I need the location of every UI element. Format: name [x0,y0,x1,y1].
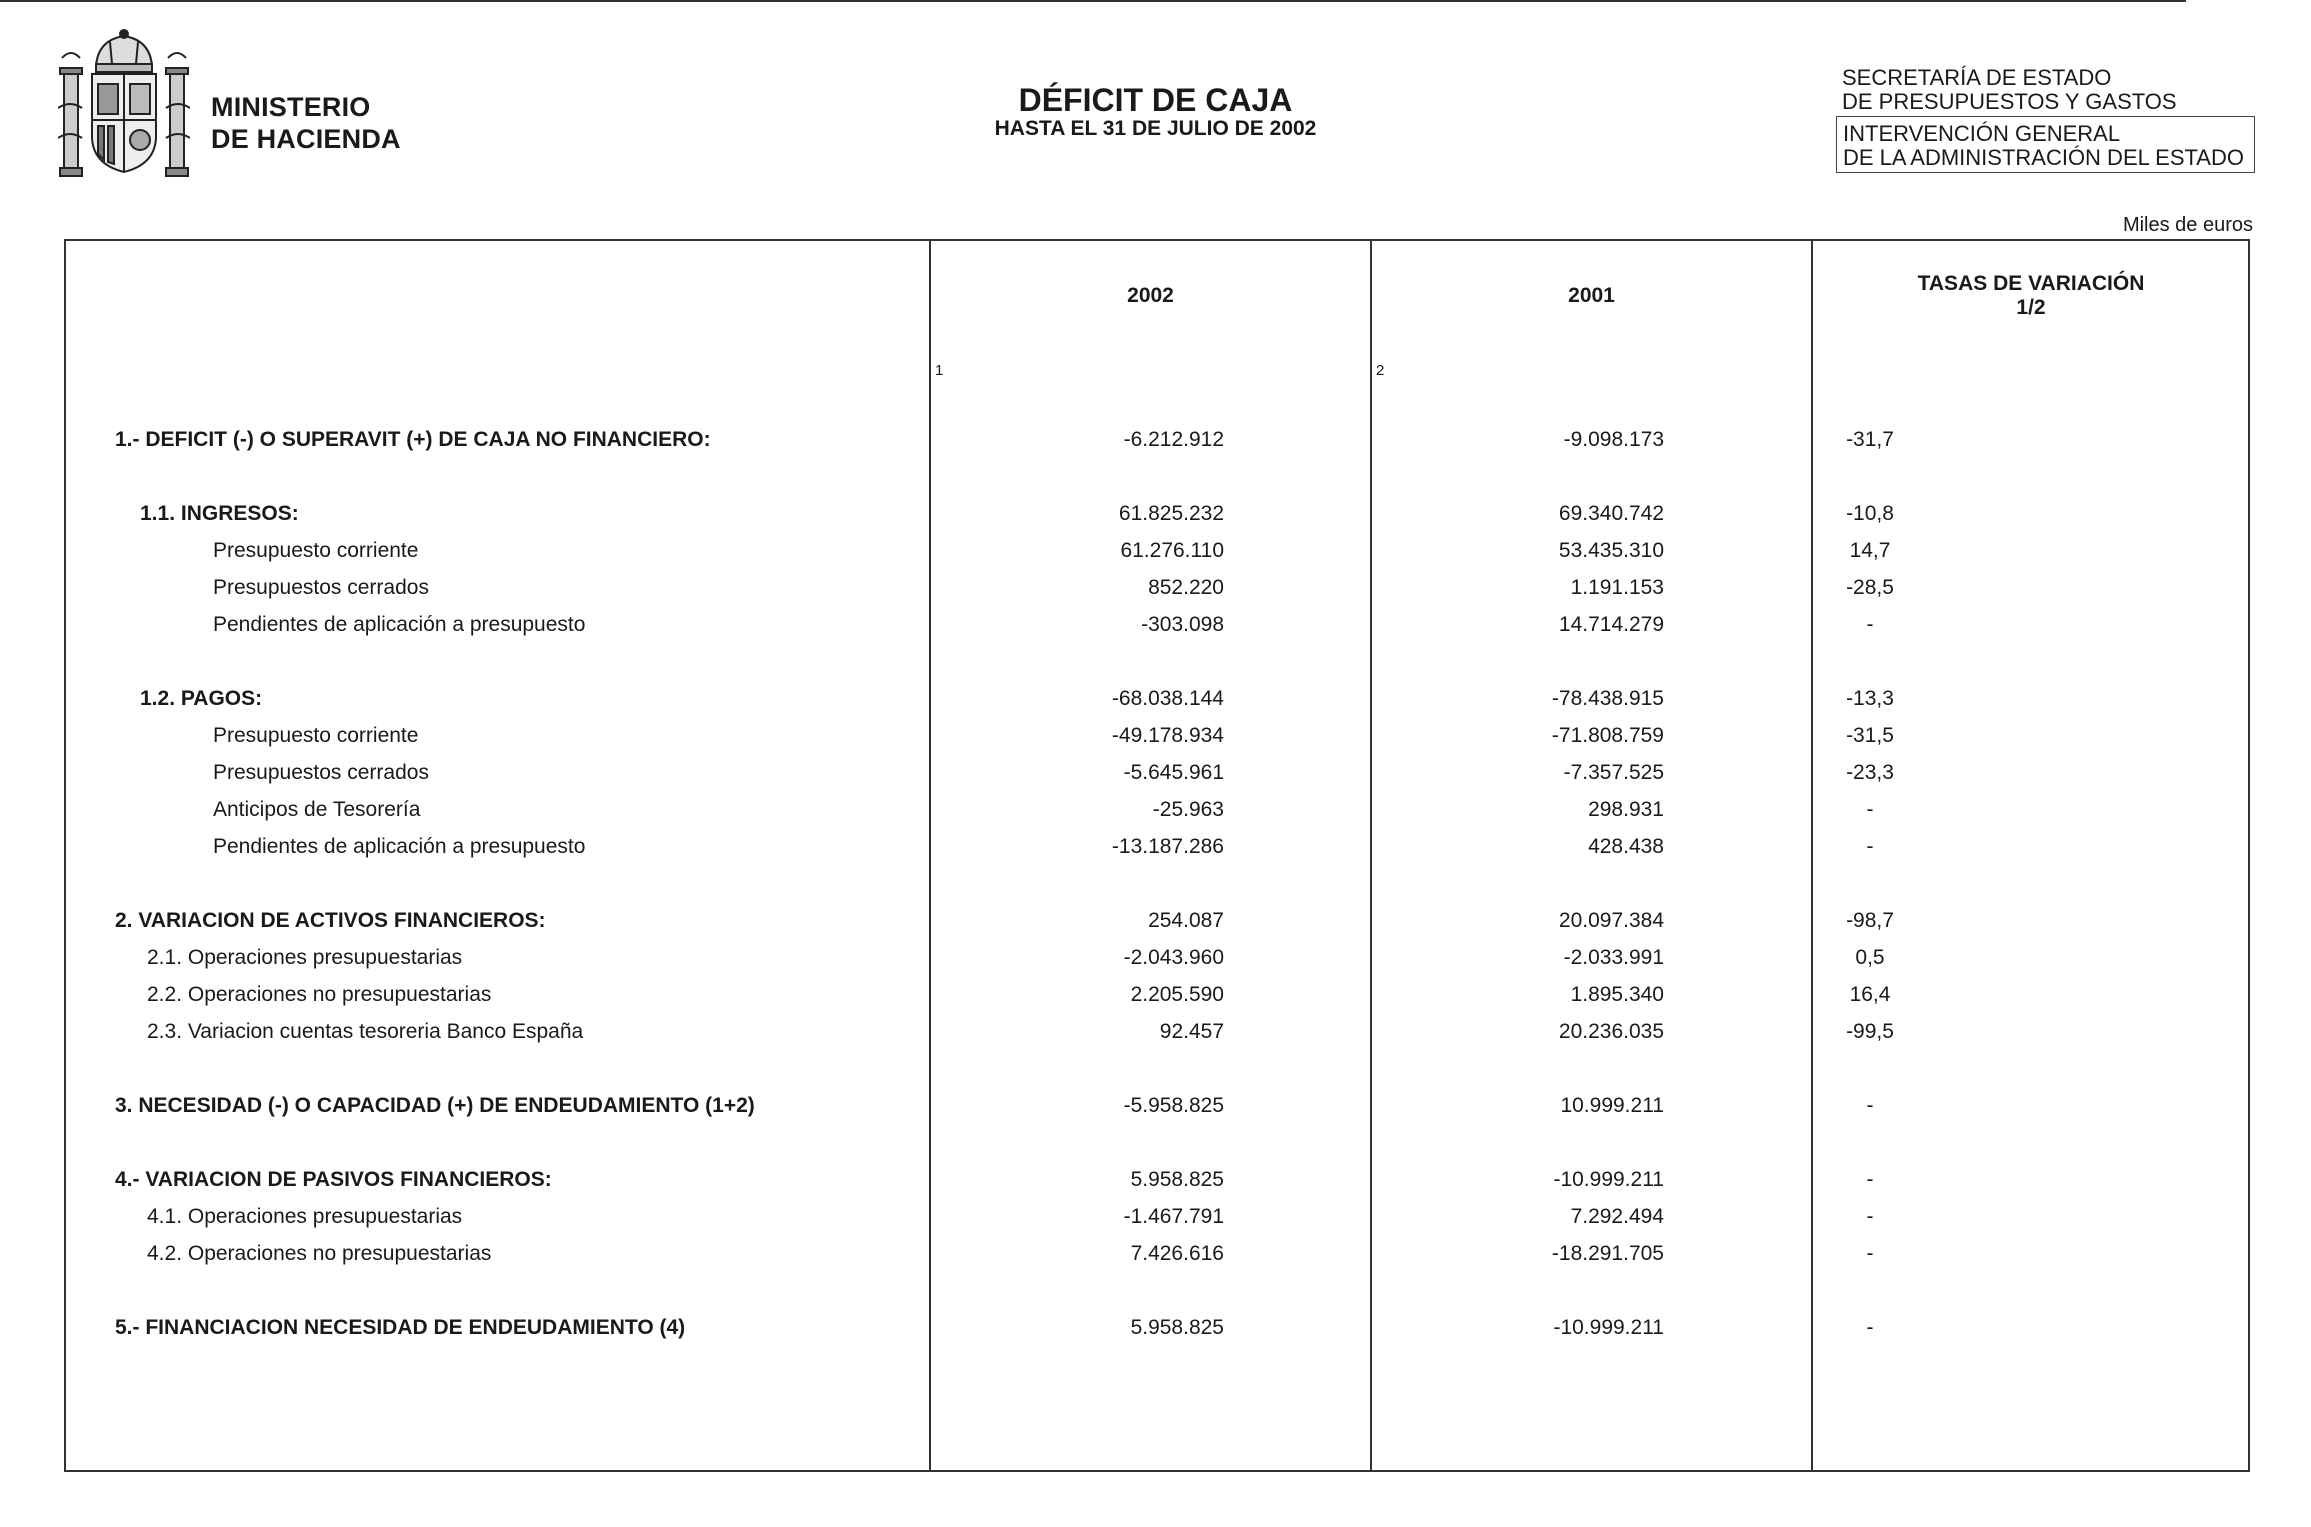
value-2001: 298.931 [1588,798,1664,821]
intervencion-line1: INTERVENCIÓN GENERAL [1843,121,2121,146]
value-tasa-variacion: - [1866,1205,1874,1228]
row-label: 1.1. INGRESOS: [140,502,299,525]
header-divider [0,0,2186,2]
value-tasa-variacion: 0,5 [1855,946,1885,969]
value-2002: -5.958.825 [1123,1094,1224,1117]
column-header-tasas [1812,239,2250,353]
value-2001: -7.357.525 [1563,761,1664,784]
value-tasa-variacion: - [1866,1316,1874,1339]
value-2002: -1.467.791 [1123,1205,1224,1228]
value-2001: -78.438.915 [1551,687,1664,710]
column-number-1: 1 [935,362,944,379]
value-2002: 5.958.825 [1130,1168,1224,1191]
value-tasa-variacion: - [1866,798,1874,821]
value-tasa-variacion: -99,5 [1846,1020,1894,1043]
table-row [0,499,2311,529]
row-label: 3. NECESIDAD (-) O CAPACIDAD (+) DE ENDEUDAMIENTO (1+2) [115,1094,755,1117]
value-tasa-variacion: 16,4 [1849,983,1891,1006]
value-2001: 69.340.742 [1558,502,1664,525]
value-tasa-variacion: - [1866,1168,1874,1191]
table-row [0,610,2311,640]
value-tasa-variacion: - [1866,1094,1874,1117]
value-tasa-variacion: -28,5 [1846,576,1894,599]
value-2001: 14.714.279 [1558,613,1664,636]
value-2001: -18.291.705 [1551,1242,1664,1265]
intervencion-line2: DE LA ADMINISTRACIÓN DEL ESTADO [1843,145,2244,170]
value-2001: 20.236.035 [1558,1020,1664,1043]
column-header-2001: 2001 [1568,284,1615,307]
value-tasa-variacion: -13,3 [1846,687,1894,710]
row-label: 2.2. Operaciones no presupuestarias [147,983,492,1006]
secretaria-line2: DE PRESUPUESTOS Y GASTOS [1842,89,2177,114]
row-label: Anticipos de Tesorería [213,798,421,821]
table-row [0,1202,2311,1232]
row-label: 4.1. Operaciones presupuestarias [147,1205,463,1228]
value-2002: 5.958.825 [1130,1316,1224,1339]
row-label: 1.2. PAGOS: [140,687,263,710]
units-label: Miles de euros [2122,214,2253,236]
ministry-name-line1: MINISTERIO [211,92,371,122]
table-row [0,832,2311,862]
column-header-tasas-line2: 1/2 [2016,296,2046,319]
page-subtitle: HASTA EL 31 DE JULIO DE 2002 [994,117,1317,140]
column-header-2002: 2002 [1127,284,1174,307]
value-2002: -68.038.144 [1111,687,1224,710]
table-row [0,1239,2311,1269]
value-2001: -10.999.211 [1553,1168,1664,1191]
value-2002: -6.212.912 [1123,428,1224,451]
table-row [0,1165,2311,1195]
table-row [0,573,2311,603]
value-2001: 10.999.211 [1560,1094,1664,1117]
table-row [0,980,2311,1010]
row-label: Presupuesto corriente [213,539,419,562]
table-row [0,1017,2311,1047]
column-header-tasas-line1: TASAS DE VARIACIÓN [1917,272,2145,295]
value-2002: -2.043.960 [1123,946,1224,969]
value-2001: 1.191.153 [1570,576,1664,599]
value-2002: 7.426.616 [1130,1242,1224,1265]
value-tasa-variacion: -98,7 [1846,909,1894,932]
value-2001: 428.438 [1588,835,1664,858]
row-label: Pendientes de aplicación a presupuesto [213,613,586,636]
value-tasa-variacion: -31,7 [1846,428,1894,451]
table-row [0,906,2311,936]
value-tasa-variacion: -31,5 [1846,724,1894,747]
page-title: DÉFICIT DE CAJA [1018,82,1293,118]
value-2001: 7.292.494 [1570,1205,1664,1228]
value-2002: 61.825.232 [1118,502,1224,525]
value-2001: 20.097.384 [1558,909,1664,932]
value-tasa-variacion: - [1866,835,1874,858]
table-row [0,536,2311,566]
table-row [0,721,2311,751]
table-row [0,943,2311,973]
value-tasa-variacion: - [1866,1242,1874,1265]
value-tasa-variacion: - [1866,613,1874,636]
ministry-name-line2: DE HACIENDA [211,124,401,154]
row-label: 4.2. Operaciones no presupuestarias [147,1242,492,1265]
table-row [0,758,2311,788]
row-label: Pendientes de aplicación a presupuesto [213,835,586,858]
table-row [0,795,2311,825]
row-label: 4.- VARIACION DE PASIVOS FINANCIEROS: [115,1168,552,1191]
row-label: 5.- FINANCIACION NECESIDAD DE ENDEUDAMIENTO (4) [115,1316,686,1339]
value-2002: 61.276.110 [1120,539,1224,562]
value-2002: -49.178.934 [1111,724,1224,747]
value-2001: -71.808.759 [1551,724,1664,747]
value-2001: -2.033.991 [1563,946,1664,969]
value-2001: -10.999.211 [1553,1316,1664,1339]
value-2002: 2.205.590 [1130,983,1224,1006]
row-label: Presupuestos cerrados [213,761,429,784]
value-tasa-variacion: -23,3 [1846,761,1894,784]
value-2002: -303.098 [1141,613,1224,636]
table-row [0,1313,2311,1343]
value-2002: 852.220 [1148,576,1224,599]
row-label: 1.- DEFICIT (-) O SUPERAVIT (+) DE CAJA NO FINANCIERO: [115,428,711,451]
value-2001: -9.098.173 [1563,428,1664,451]
table-row [0,425,2311,455]
value-2001: 53.435.310 [1558,539,1664,562]
value-2001: 1.895.340 [1570,983,1664,1006]
row-label: 2.1. Operaciones presupuestarias [147,946,463,969]
column-number-2: 2 [1376,362,1385,379]
row-label: Presupuestos cerrados [213,576,429,599]
value-tasa-variacion: -10,8 [1846,502,1894,525]
value-2002: -25.963 [1152,798,1224,821]
table-row [0,1091,2311,1121]
value-2002: -13.187.286 [1111,835,1224,858]
value-2002: 92.457 [1159,1020,1224,1043]
table-row [0,684,2311,714]
value-tasa-variacion: 14,7 [1849,539,1891,562]
value-2002: -5.645.961 [1123,761,1224,784]
row-label: Presupuesto corriente [213,724,419,747]
value-2002: 254.087 [1148,909,1224,932]
row-label: 2. VARIACION DE ACTIVOS FINANCIEROS: [115,909,546,932]
row-label: 2.3. Variacion cuentas tesoreria Banco España [147,1020,584,1043]
secretaria-line1: SECRETARÍA DE ESTADO [1842,65,2112,90]
